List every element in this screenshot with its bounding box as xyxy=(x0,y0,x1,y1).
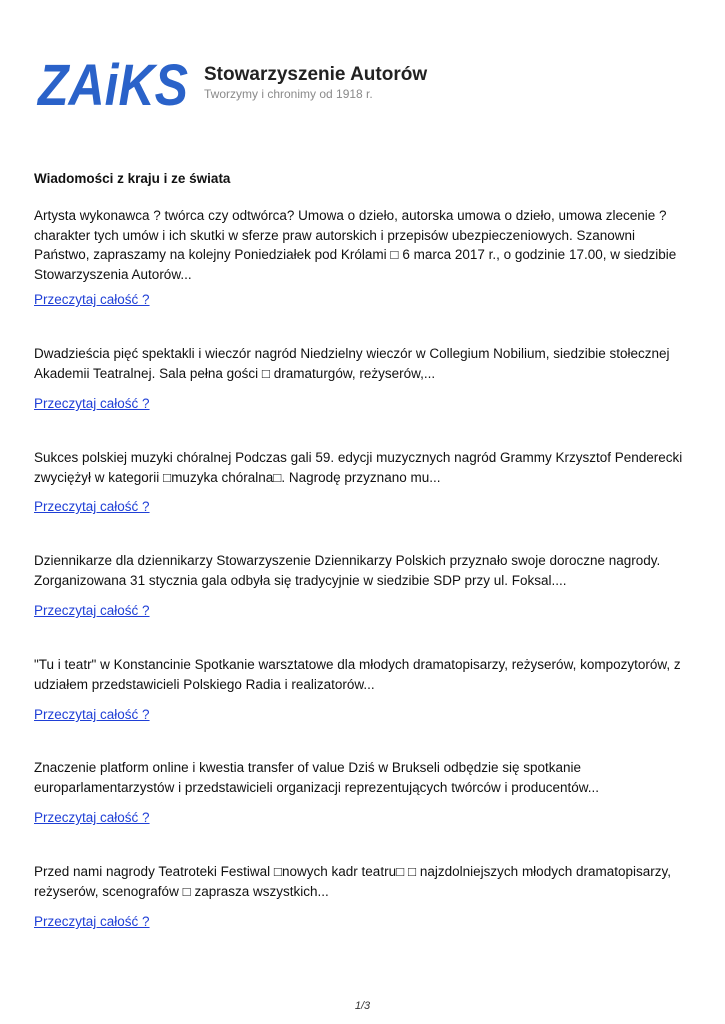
article-text: "Tu i teatr" w Konstancinie Spotkanie warsztatowe dla młodych dramatopisarzy, reżyserów, kompozytorów, z udziałem przedstawicieli Polskiego Radia i realizatorów... xyxy=(34,657,681,692)
read-more-link[interactable]: Przeczytaj całość ? xyxy=(34,603,150,618)
article-text: Sukces polskiej muzyki chóralnej Podczas gali 59. edycji muzycznych nagród Grammy Krzysztof Penderecki zwyciężył w kategorii □muzyka chóralna□. Nagrodę przyznano mu... xyxy=(34,450,683,485)
read-more-link[interactable]: Przeczytaj całość ? xyxy=(34,707,150,722)
read-more-link[interactable]: Przeczytaj całość ? xyxy=(34,499,150,514)
read-more-link[interactable]: Przeczytaj całość ? xyxy=(34,810,150,825)
article-item xyxy=(34,344,684,411)
svg-text:ZAiKS: ZAiKS xyxy=(36,53,189,118)
read-more-link[interactable]: Przeczytaj całość ? xyxy=(34,292,150,307)
article-item xyxy=(34,206,684,307)
article-item xyxy=(34,448,684,514)
article-item xyxy=(34,551,684,618)
article-text: Przed nami nagrody Teatroteki Festiwal □nowych kadr teatru□ □ najzdolniejszych młodych dramatopisarzy, reżyserów, scenografów □ zaprasza wszystkich... xyxy=(34,864,671,899)
article-item xyxy=(34,655,684,722)
read-more-link[interactable]: Przeczytaj całość ? xyxy=(34,396,150,411)
section-title: Wiadomości z kraju i ze świata xyxy=(34,171,231,186)
article-text: Artysta wykonawca ? twórca czy odtwórca? Umowa o dzieło, autorska umowa o dzieło, umowa zlecenie ? charakter tych umów i ich skutki w sferze praw autorskich i przepisów ubezpieczeniowych. Szanowni Państwo, zapraszamy na kolejny Poniedziałek pod Królami □ 6 marca 2017 r., o godzinie 17.00, w siedzibie Stowarzyszenia Autorów... xyxy=(34,208,677,282)
zaiks-logo xyxy=(36,53,190,118)
org-name: Stowarzyszenie Autorów xyxy=(204,64,428,85)
read-more-link[interactable]: Przeczytaj całość ? xyxy=(34,914,150,929)
page-header xyxy=(36,53,438,118)
article-text: Dziennikarze dla dziennikarzy Stowarzyszenie Dziennikarzy Polskich przyznało swoje doroczne nagrody. Zorganizowana 31 stycznia gala odbyła się tradycyjnie w siedzibie SDP przy ul. Foksal.... xyxy=(34,553,661,588)
page-number: 1/3 xyxy=(354,1000,371,1012)
org-tagline: Tworzymy i chronimy od 1918 r. xyxy=(204,87,373,101)
article-text: Znaczenie platform online i kwestia transfer of value Dziś w Brukseli odbędzie się spotkanie europarlamentarzystów i przedstawicieli organizacji reprezentujących twórców i producentów... xyxy=(34,760,600,795)
article-text: Dwadzieścia pięć spektakli i wieczór nagród Niedzielny wieczór w Collegium Nobilium, siedzibie stołecznej Akademii Teatralnej. Sala pełna gości □ dramaturgów, reżyserów,... xyxy=(34,346,670,381)
article-item xyxy=(34,758,684,825)
article-item xyxy=(34,862,684,929)
